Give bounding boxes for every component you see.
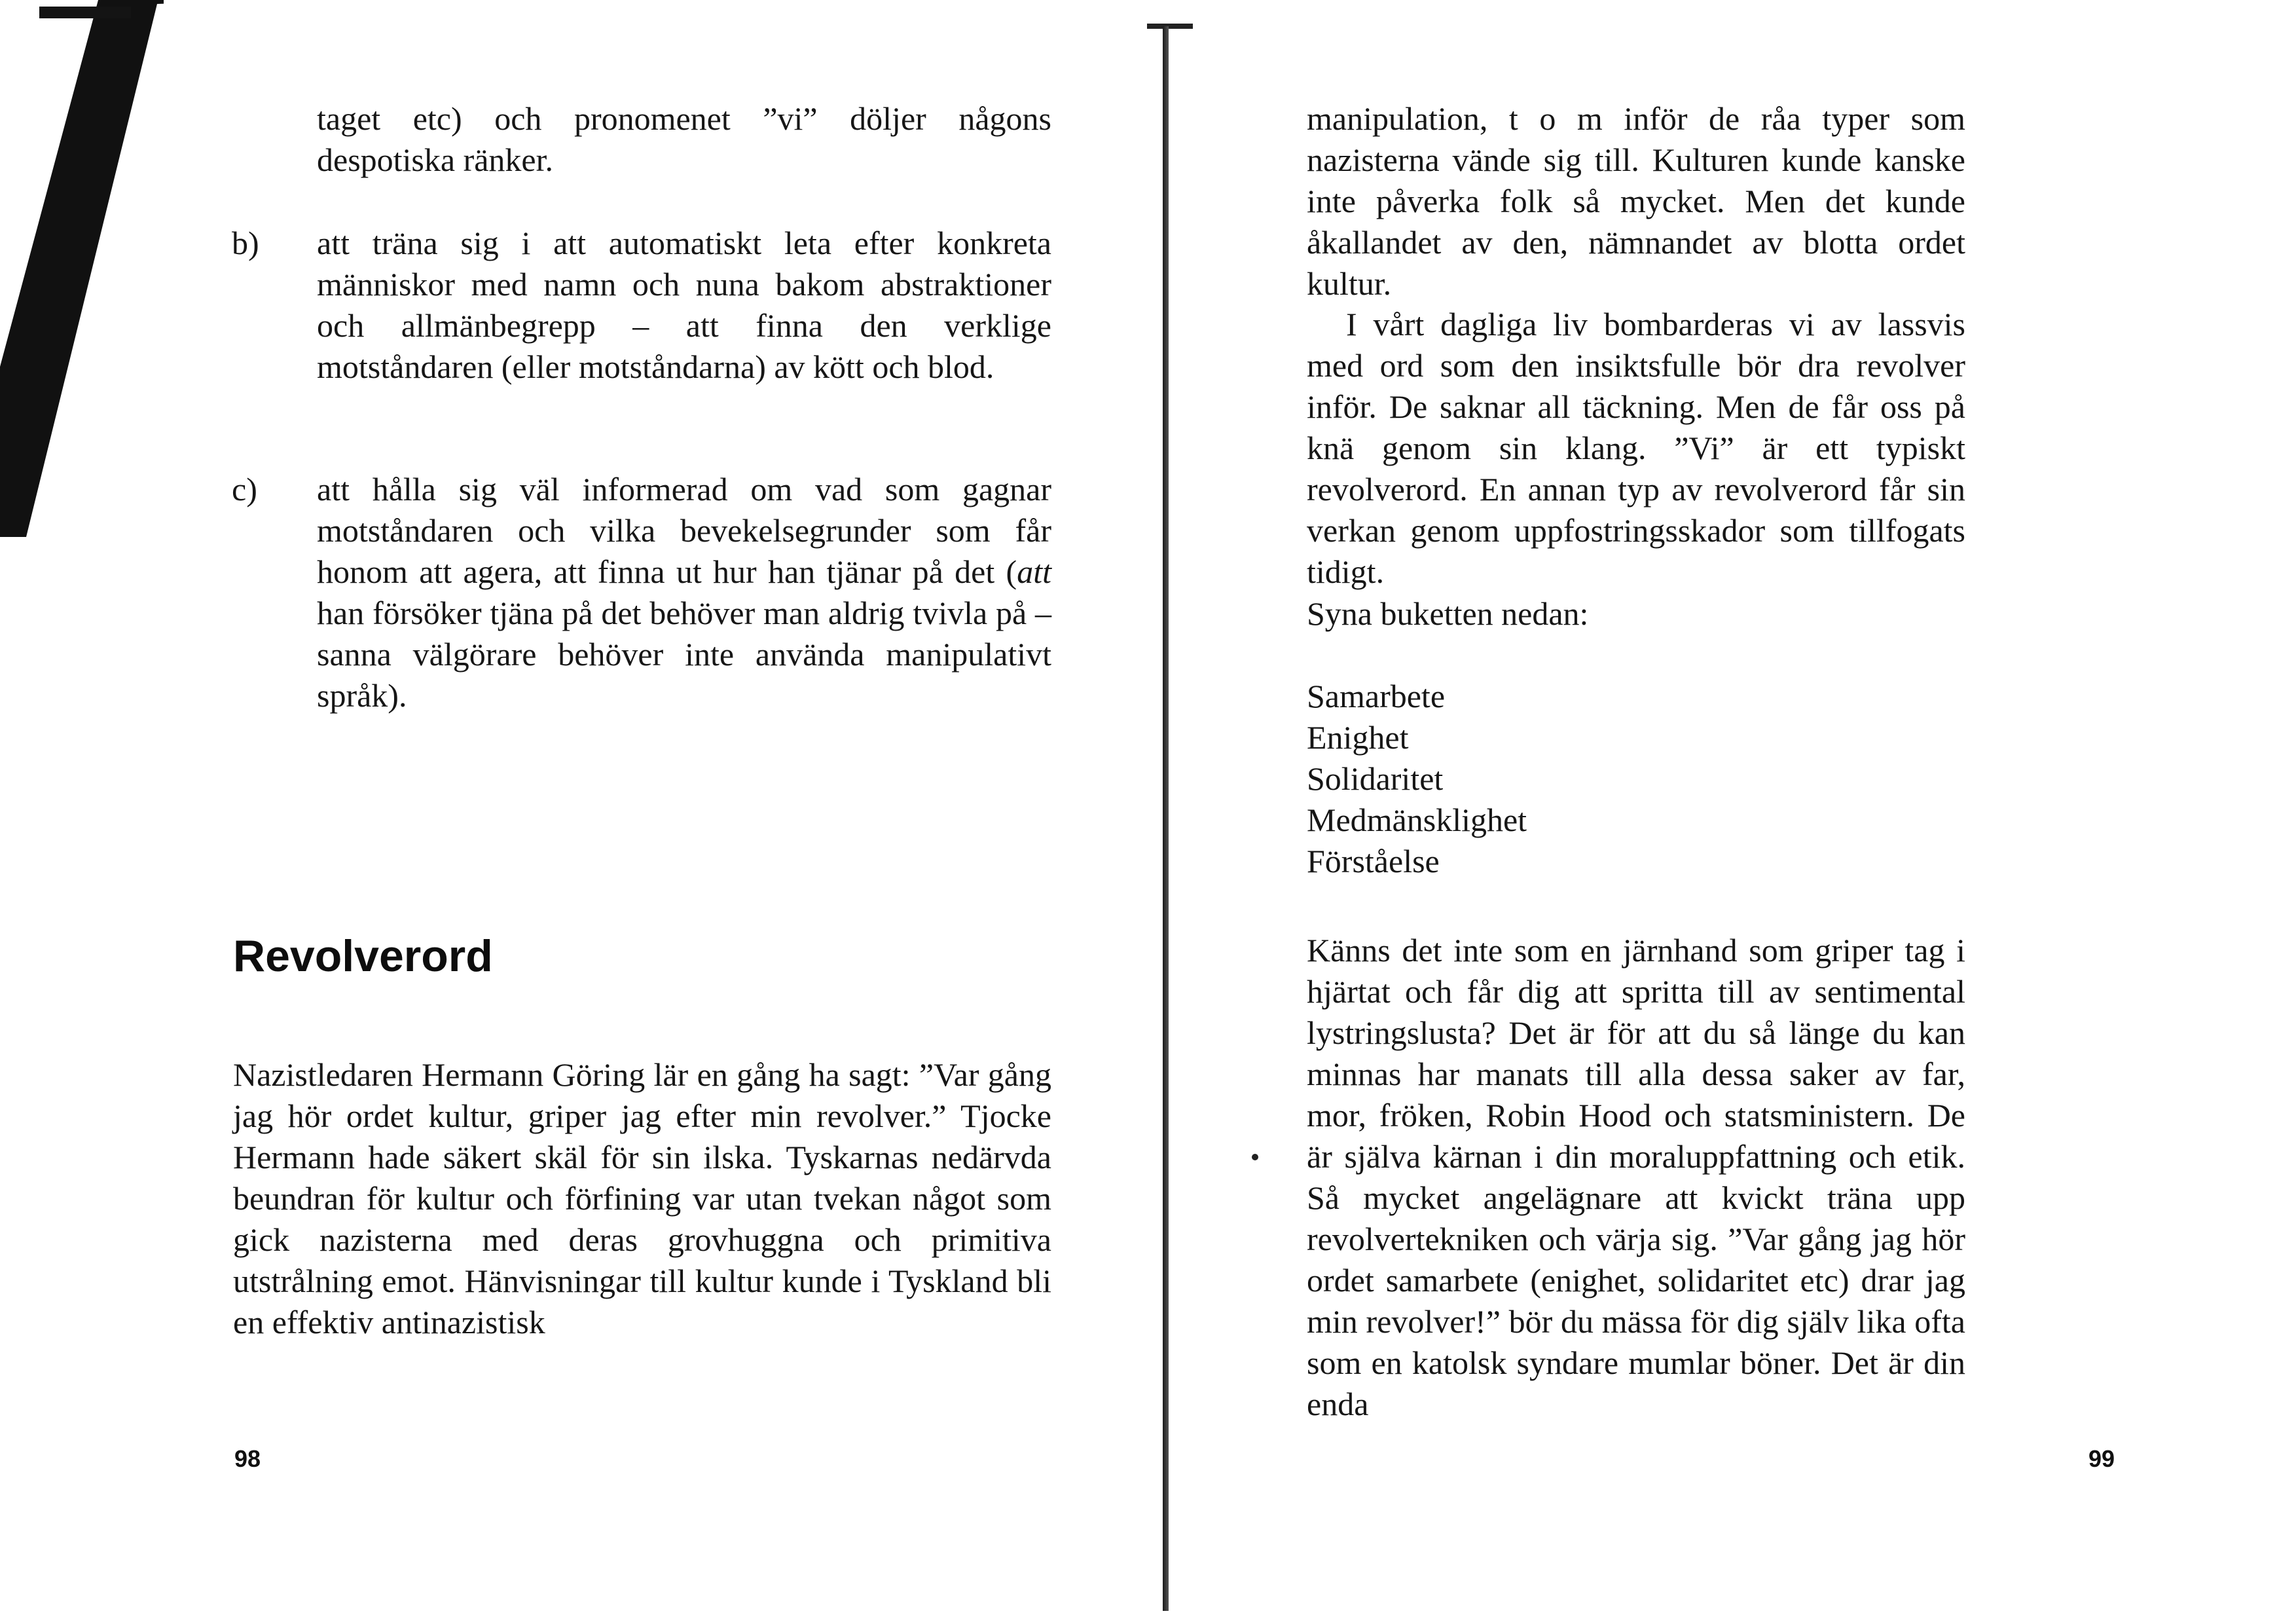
page-number-right: 99 bbox=[2088, 1445, 2115, 1472]
emphasis-att: att bbox=[1017, 553, 1051, 590]
list-item: Samarbete bbox=[1307, 678, 1446, 714]
list-item: Solidaritet bbox=[1307, 760, 1444, 797]
list-item-b-text: att träna sig i att automatiskt leta efter konkreta människor med namn och nuna bakom abstraktioner och allmänbegrepp – att finna den verklige motståndaren (eller motståndarna) av kött och blod. bbox=[317, 225, 1051, 385]
body-paragraph: Nazistledaren Hermann Göring lär en gång ha sagt: ”Var gång jag hör ordet kultur, griper jag efter min revolver.” Tjocke Hermann hade säkert skäl för sin ilska. Tyskarnas nedärvda beundran för kultur och förfining var utan tvekan något som gick nazisterna med deras grovhuggna och primitiva utstrålning emot. Hänvisningar till kultur kunde i Tyskland bli en effektiv antinazistisk bbox=[233, 1056, 1051, 1340]
list-item: Enighet bbox=[1307, 719, 1409, 756]
section-heading: Revolverord bbox=[233, 931, 493, 981]
paragraph-3: Känns det inte som en järnhand som griper tag i hjärtat och får dig att spritta till av sentimental lystringslusta? Det är för att du så länge du kan minnas har manats till alla dessa saker av far, mor, fröken, Robin Hood och statsministern. De är själva kärnan i din moraluppfattning och etik. Så mycket angelägnare att kvickt träna upp revolvertekniken och värja sig. ”Var gång jag hör ordet samarbete (enighet, solidaritet etc) drar jag min revolver!” bör du mässa för dig själv lika ofta som en katolsk syndare mumlar böner. Det är din enda bbox=[1307, 932, 1965, 1422]
carryover-paragraph: taget etc) och pronomenet ”vi” döljer någons despotiska ränker. bbox=[317, 100, 1051, 178]
list-item: Medmänsklighet bbox=[1307, 802, 1527, 838]
word-list bbox=[1307, 676, 1965, 882]
paragraph-1: manipulation, t o m inför de råa typer som nazisterna vände sig till. Kulturen kunde kanske inte påverka folk så mycket. Men det kunde åkallandet av den, nämnandet av blotta ordet kultur. bbox=[1307, 100, 1965, 302]
intro-line: Syna buketten nedan: bbox=[1307, 595, 1589, 632]
stray-dot-artifact bbox=[1252, 1154, 1258, 1160]
list-marker-c: c) bbox=[232, 471, 257, 507]
list-marker-b: b) bbox=[232, 225, 259, 261]
scan-mark-artifact bbox=[39, 7, 131, 18]
scan-shadow-artifact bbox=[0, 0, 164, 537]
page-number-left: 98 bbox=[234, 1445, 261, 1472]
right-page bbox=[1152, 0, 2296, 1624]
list-item-c-text bbox=[317, 469, 1051, 716]
list-item-c-text-part-2: han försöker tjäna på det behöver man aldrig tvivla på – sanna välgörare behöver inte använda manipulativt språk). bbox=[317, 595, 1051, 714]
paragraph-2: I vårt dagliga liv bombarderas vi av lassvis med ord som den insiktsfulle bör dra revolver inför. De saknar all täckning. Men de får oss på knä genom sin klang. ”Vi” är ett typiskt revolverord. En annan typ av revolverord får sin verkan genom uppfostringsskador som tillfogats tidigt. bbox=[1307, 306, 1965, 590]
list-item-c-text-part-1: att hålla sig väl informerad om vad som gagnar motståndaren och vilka bevekelsegrunder som får honom att agera, att finna ut hur han tjänar på det ( bbox=[317, 471, 1051, 590]
list-item: Förståelse bbox=[1307, 843, 1440, 879]
